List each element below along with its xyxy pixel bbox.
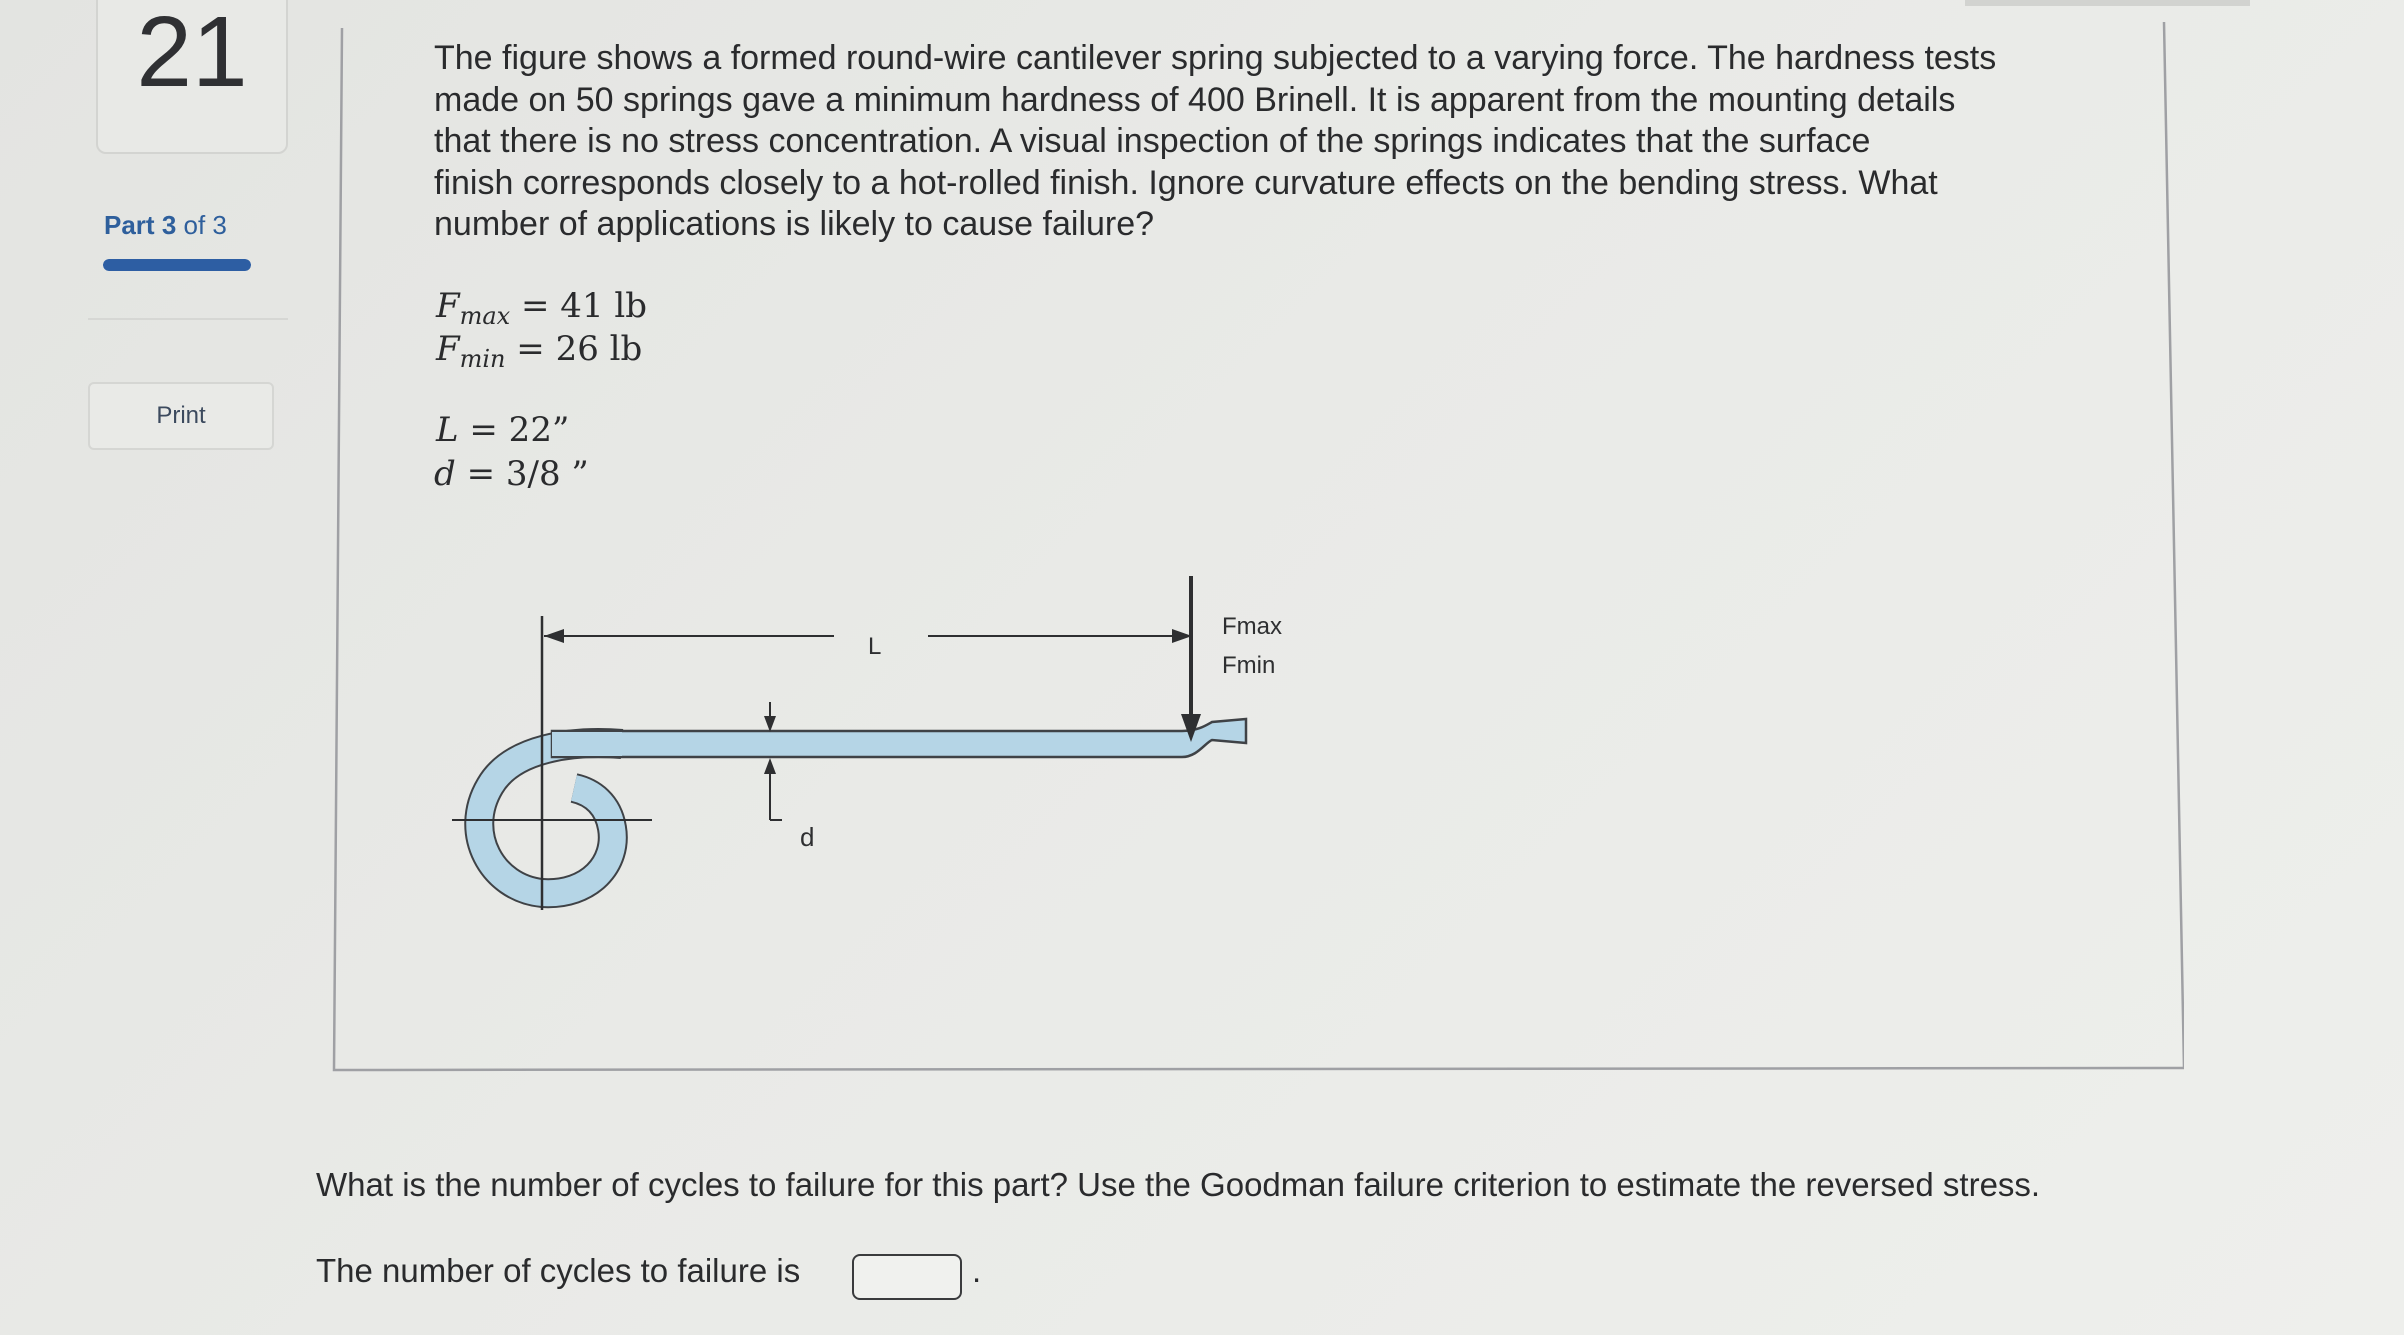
question-number-card — [96, 0, 288, 154]
fmax-value: = 41 lb — [521, 286, 648, 326]
sidebar-divider — [88, 318, 288, 320]
print-button[interactable]: Print — [88, 382, 274, 450]
followup-prompt: What is the number of cycles to failure for this part? Use the Goodman failure criterion to estimate the reversed stress. — [316, 1166, 2041, 1203]
part-progress-bar — [103, 259, 251, 271]
answer-label: The number of cycles to failure is — [316, 1252, 801, 1289]
given-length — [436, 410, 569, 450]
given-fmax — [436, 286, 647, 330]
diameter-dimension — [764, 702, 782, 820]
force-arrow — [1181, 576, 1201, 742]
length-label: L — [868, 633, 882, 660]
fmax-symbol: F — [436, 286, 460, 326]
length-symbol: L — [436, 410, 459, 450]
part-indicator — [104, 210, 227, 241]
spring-body — [479, 719, 1246, 893]
part-suffix: of 3 — [183, 210, 227, 240]
fmin-label: Fmin — [1222, 652, 1276, 679]
length-value: = 22” — [469, 410, 570, 450]
cantilever-spring-figure — [422, 548, 1302, 928]
part-current: 3 — [161, 210, 177, 240]
question-text — [434, 38, 2074, 246]
question-line: that there is no stress concentration. A visual inspection of the springs indicates that the surface — [434, 122, 1871, 160]
diameter-value: = 3/8 ” — [466, 454, 589, 494]
diameter-label: d — [800, 822, 815, 852]
given-diameter — [434, 454, 589, 494]
fmax-subscript: max — [459, 302, 511, 330]
cycles-answer-input[interactable] — [852, 1254, 962, 1300]
part-progress-fill — [103, 259, 251, 271]
fmin-subscript: min — [459, 345, 506, 373]
part-word: Part — [104, 210, 155, 240]
question-line: The figure shows a formed round-wire cantilever spring subjected to a varying force. The hardness tests — [434, 39, 1997, 77]
question-line: finish corresponds closely to a hot-rolled finish. Ignore curvature effects on the bending stress. What — [434, 163, 1938, 202]
fmin-value: = 26 lb — [516, 329, 643, 369]
fmin-symbol: F — [436, 329, 460, 369]
diameter-symbol: d — [434, 454, 456, 494]
answer-suffix: . — [972, 1252, 982, 1289]
fmax-label: Fmax — [1222, 613, 1282, 640]
question-line: made on 50 springs gave a minimum hardness of 400 Brinell. It is apparent from the mounting details — [434, 80, 1956, 119]
top-scrollbar-strip — [1965, 0, 2250, 6]
question-number: 21 — [136, 0, 248, 108]
question-line: number of applications is likely to cause failure? — [434, 205, 1155, 243]
given-fmin — [436, 329, 642, 373]
